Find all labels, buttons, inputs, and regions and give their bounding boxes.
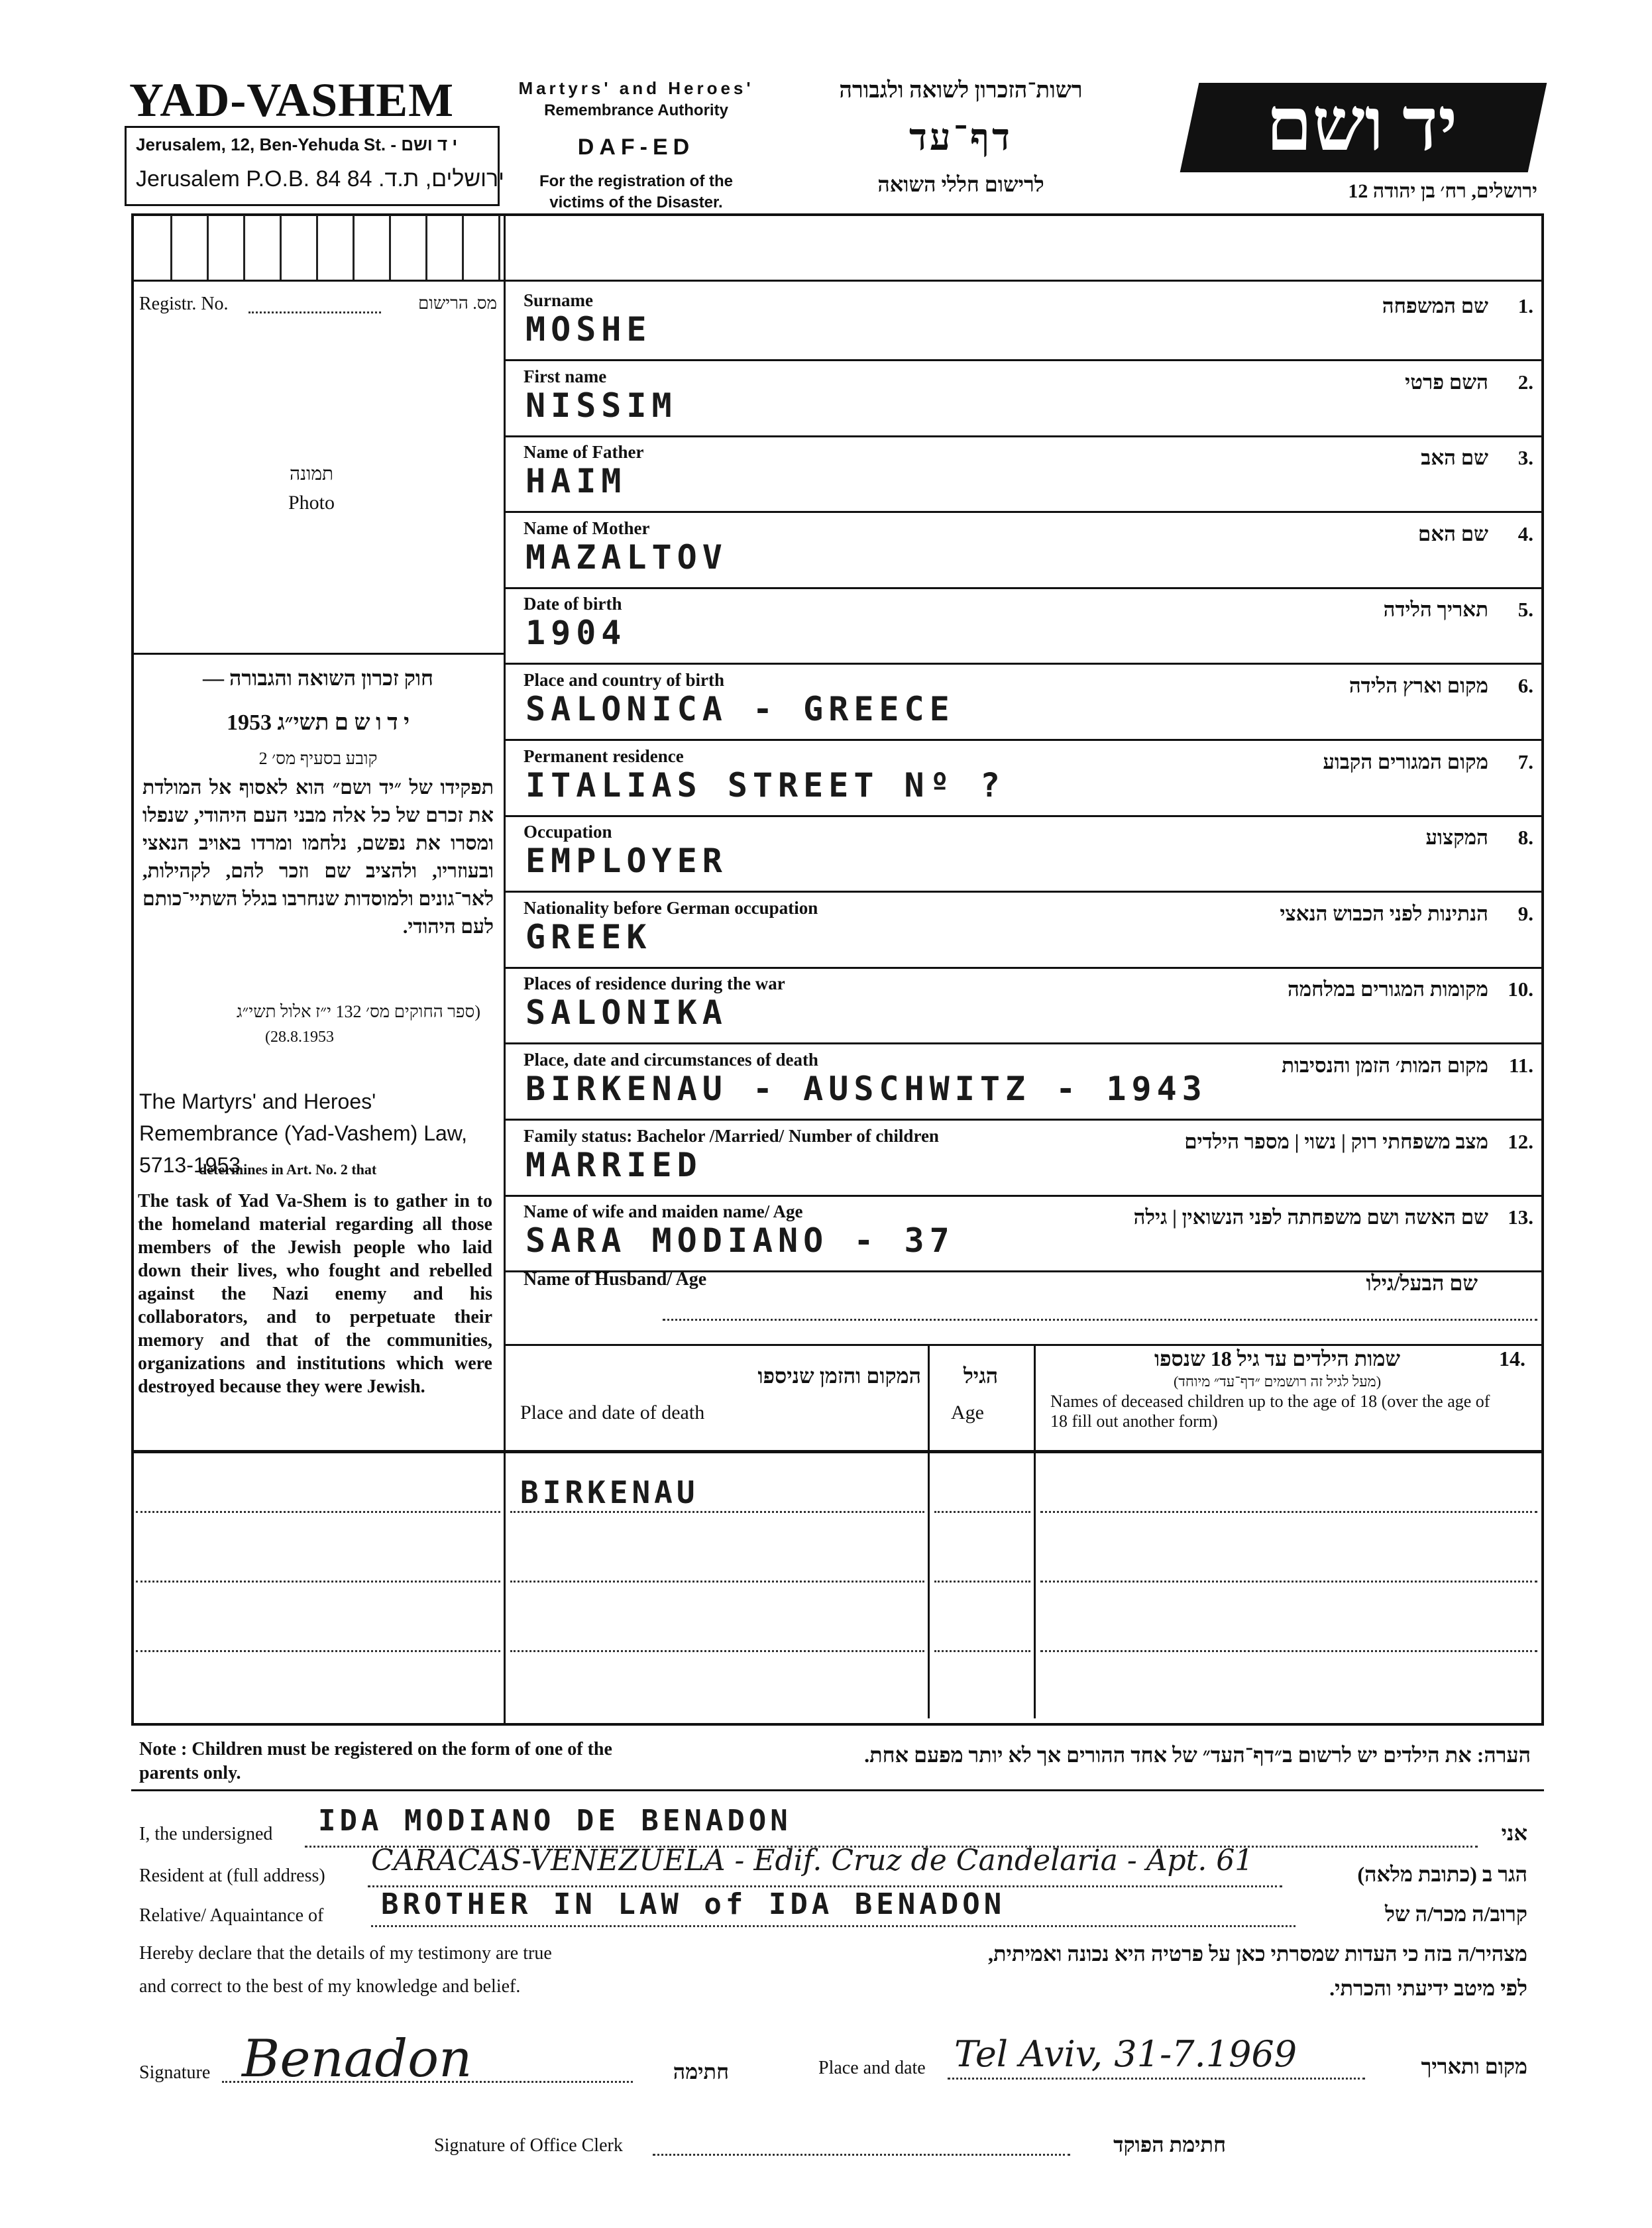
heb-purpose: לרישום חללי השואה bbox=[877, 172, 1044, 196]
field-label-en: Name of wife and maiden name/ Age bbox=[523, 1201, 803, 1221]
field-label-en: Places of residence during the war bbox=[523, 974, 785, 993]
logo-text: יד ושם bbox=[1266, 84, 1458, 166]
field-row bbox=[506, 513, 1541, 589]
note-en: Note : Children must be registered on the form of one of the parents only. bbox=[139, 1739, 612, 1783]
law-heb-clause: קובע בסעיף מס׳ 2 bbox=[258, 749, 378, 768]
field-num: 1. bbox=[1517, 294, 1533, 317]
field-value: MOSHE bbox=[525, 310, 652, 349]
field-row bbox=[506, 968, 1541, 1044]
place-date-label: Place and date bbox=[818, 2058, 926, 2078]
place-death-he: המקום והזמן שניספו bbox=[757, 1364, 921, 1388]
purpose-line-2: victims of the Disaster. bbox=[549, 194, 723, 211]
photo-label: Photo bbox=[288, 492, 335, 514]
law-heb-source: (ספר החוקים מס׳ 132 י״ז אלול תשי״ג bbox=[236, 1002, 480, 1021]
field-label-en: Date of birth bbox=[523, 594, 622, 614]
field-label-en: Family status: Bachelor /Married/ Number of children bbox=[523, 1126, 939, 1146]
field-value: GREEK bbox=[525, 918, 652, 956]
field-num: 4. bbox=[1517, 522, 1533, 545]
relative-value: BROTHER IN LAW of IDA BENADON bbox=[381, 1887, 1006, 1921]
undersigned-he: אני bbox=[1501, 1821, 1527, 1845]
field-value: BIRKENAU - AUSCHWITZ - 1943 bbox=[525, 1070, 1207, 1108]
children-num: 14. bbox=[1499, 1347, 1525, 1370]
daf-ed-label: DAF-ED bbox=[577, 135, 695, 160]
field-row bbox=[506, 361, 1541, 437]
undersigned-label: I, the undersigned bbox=[139, 1824, 273, 1844]
law-en-title: The Martyrs' and Heroes' Remembrance (Yad-Vashem) Law, 5713-1953 bbox=[139, 1089, 468, 1177]
field-label-he: תאריך הלידה bbox=[1383, 598, 1488, 621]
relative-label: Relative/ Aquaintance of bbox=[139, 1905, 324, 1926]
authority-sub: Remembrance Authority bbox=[544, 101, 728, 119]
purpose-line-1: For the registration of the bbox=[539, 172, 733, 190]
field-label-en: Place and country of birth bbox=[523, 670, 724, 690]
law-en-text: The task of Yad Va-Shem is to gather in to the homeland material regarding all those members of the Jewish people who laid down their lives, who fought and rebelled against the Nazi enemy and his collaborators, and to perpetuate their memory and that of the communities, organizations and institutions which were destroyed because they were Jewish. bbox=[138, 1191, 492, 1397]
field-num: 12. bbox=[1508, 1130, 1533, 1153]
declare-en-2: and correct to the best of my knowledge and belief. bbox=[139, 1976, 521, 1997]
field-label-he: מקום המגורים הקבוע bbox=[1323, 750, 1488, 773]
relative-he: קרוב/ה מכר/ה של bbox=[1385, 1902, 1527, 1926]
field-num: 3. bbox=[1517, 446, 1533, 469]
field-row bbox=[506, 741, 1541, 817]
authority-title: Martyrs' and Heroes' bbox=[518, 78, 754, 98]
law-heb-text: תפקידו של ״יד ושם״ הוא לאסוף אל המולדת את זכרם של כל אלה מבני העם היהודי, שנפלו ומסרו את נפשם, נלחמו ומרדו באויב הנאצי ובעוזריו, ולהציב שם וזכר להם, לקהילות, לאר־גונים ולמוסדות שנחרבו בגלל השתיי־כותם לעם היהודי. bbox=[142, 777, 494, 938]
org-title: YAD-VASHEM bbox=[129, 74, 455, 127]
field-label-he: שם האשה ושם משפחתה לפני הנשואין | גילה bbox=[1133, 1205, 1488, 1229]
field-label-he: שם האם bbox=[1417, 522, 1488, 545]
field-value: EMPLOYER bbox=[525, 842, 728, 880]
field-label-en: Name of Father bbox=[523, 442, 644, 462]
resident-label: Resident at (full address) bbox=[139, 1866, 325, 1886]
signature-label: Signature bbox=[139, 2062, 211, 2083]
field-value: SARA MODIANO - 37 bbox=[525, 1221, 955, 1260]
children-title-note: (מעל לגיל זה רושמים ״דף־עד״ מיוחד) bbox=[1173, 1373, 1382, 1390]
registr-no-label: Registr. No. bbox=[139, 294, 229, 314]
stamp-line-1: Jerusalem, 12, Ben-Yehuda St. - י ד ושם bbox=[136, 135, 458, 154]
field-label-en: Name of Mother bbox=[523, 518, 650, 538]
law-heb-date: (28.8.1953 bbox=[265, 1029, 334, 1046]
field-label-he: הנתינות לפני הכבוש הנאצי bbox=[1280, 902, 1488, 925]
field-label-en: Nationality before German occupation bbox=[523, 898, 818, 918]
field-num: 7. bbox=[1517, 750, 1533, 773]
field-num: 13. bbox=[1508, 1205, 1533, 1229]
field-label-he: שם האב bbox=[1421, 446, 1488, 469]
field-num: 6. bbox=[1517, 674, 1533, 697]
field-row bbox=[506, 1044, 1541, 1121]
age-en: Age bbox=[951, 1402, 984, 1423]
field-num: 2. bbox=[1517, 370, 1533, 394]
clerk-label: Signature of Office Clerk bbox=[434, 2135, 623, 2156]
field-label-en: Place, date and circumstances of death bbox=[523, 1050, 818, 1070]
code-boxes bbox=[136, 215, 504, 280]
field-label-he: מקום וארץ הלידה bbox=[1349, 674, 1488, 697]
field-row bbox=[506, 1121, 1541, 1197]
field-value: HAIM bbox=[525, 462, 627, 500]
field-label-en: Permanent residence bbox=[523, 746, 684, 766]
field-value: SALONICA - GREECE bbox=[525, 690, 955, 728]
field-num: 10. bbox=[1508, 977, 1533, 1001]
field-row bbox=[506, 893, 1541, 969]
field-value: 1904 bbox=[525, 614, 627, 652]
children-title-en: Names of deceased children up to the age of 18 (over the age of 18 fill out another form) bbox=[1050, 1392, 1490, 1431]
field-row bbox=[506, 665, 1541, 741]
field-num: 11. bbox=[1508, 1054, 1533, 1077]
address-stamp bbox=[125, 126, 505, 206]
field-num: 5. bbox=[1517, 598, 1533, 621]
declare-he-2: לפי מיטב ידיעתי והכרתי. bbox=[1329, 1976, 1527, 2000]
field-value: MAZALTOV bbox=[525, 538, 728, 577]
field-label-en: First name bbox=[523, 366, 607, 386]
place-date-he: מקום ותאריך bbox=[1421, 2054, 1527, 2078]
field-value: SALONIKA bbox=[525, 993, 728, 1032]
field-label-he: המקצוע bbox=[1425, 826, 1488, 849]
law-heb-title: חוק זכרון השואה והגבורה — bbox=[203, 666, 433, 690]
clerk-he: חתימת הפוקד bbox=[1113, 2133, 1226, 2156]
field-label-he: שם המשפחה bbox=[1382, 294, 1488, 317]
heb-daf-ed: דף־עד bbox=[909, 117, 1013, 158]
declare-he-1: מצהיר/ה בזה כי העדות שמסרתי כאן על פרטיה היא נכונה ואמיתית, bbox=[988, 1942, 1527, 1966]
field-value: MARRIED bbox=[525, 1146, 702, 1184]
resident-value: CARACAS-VENEZUELA - Edif. Cruz de Candelaria - Apt. 61 bbox=[371, 1844, 1254, 1877]
children-title-he: שמות הילדים עד גיל 18 שנספו bbox=[1154, 1347, 1401, 1370]
law-en-det: determines in Art. No. 2 that bbox=[199, 1161, 377, 1178]
field-num: 9. bbox=[1517, 902, 1533, 925]
child-entry-place: BIRKENAU bbox=[520, 1475, 699, 1510]
photo-heb: תמונה bbox=[289, 464, 334, 484]
signature-value: Benadon bbox=[242, 2029, 472, 2089]
signature-he: חתימה bbox=[673, 2060, 729, 2084]
heb-address: ירושלים, רח׳ בן יהודה 12 bbox=[1348, 180, 1537, 202]
field-label-he: מקום המות׳ הזמן והנסיבות bbox=[1282, 1054, 1488, 1077]
field-label-he: השם פרטי bbox=[1405, 370, 1488, 394]
field-row bbox=[506, 437, 1541, 513]
declare-en-1: Hereby declare that the details of my testimony are true bbox=[139, 1943, 552, 1964]
field-row bbox=[506, 1196, 1541, 1272]
resident-he: הגר ב (כתובת מלאה) bbox=[1357, 1862, 1527, 1886]
age-he: הגיל bbox=[963, 1364, 999, 1388]
field-value: NISSIM bbox=[525, 386, 677, 425]
field-value: ITALIAS STREET Nº ? bbox=[525, 766, 1005, 805]
field-row bbox=[506, 588, 1541, 665]
authority-block bbox=[490, 78, 782, 212]
hebrew-authority-block bbox=[789, 78, 1133, 197]
undersigned-value: IDA MODIANO DE BENADON bbox=[318, 1804, 792, 1838]
place-date-value: Tel Aviv, 31-7.1969 bbox=[954, 2033, 1297, 2075]
husband-label-he: שם הבעל/גילו bbox=[1366, 1271, 1478, 1295]
field-label-en: Surname bbox=[523, 290, 594, 310]
husband-label: Name of Husband/ Age bbox=[523, 1269, 707, 1290]
heb-authority: רשות־הזכרון לשואה ולגבורה bbox=[839, 78, 1083, 103]
place-death-en: Place and date of death bbox=[520, 1402, 705, 1423]
field-label-he: מצב משפחתי רוק | נשוי | מספר הילדים bbox=[1184, 1130, 1488, 1153]
field-row bbox=[506, 816, 1541, 893]
field-num: 8. bbox=[1517, 826, 1533, 849]
field-row bbox=[506, 285, 1541, 361]
registr-no-heb: מס. הרישום bbox=[417, 294, 497, 313]
field-label-en: Occupation bbox=[523, 822, 612, 842]
note-he: הערה: את הילדים יש לרשום ב״דף־העד״ של אחד ההורים אך לא יותר מפעם אחת. bbox=[864, 1743, 1531, 1767]
stamp-line-2: Jerusalem P.O.B. 84 ירושלים, ת.ד. 84 bbox=[136, 166, 505, 192]
law-heb-year: י ד ו ש ם תשי״ג 1953 bbox=[226, 710, 410, 735]
field-label-he: מקומות המגורים במלחמה bbox=[1287, 977, 1488, 1001]
